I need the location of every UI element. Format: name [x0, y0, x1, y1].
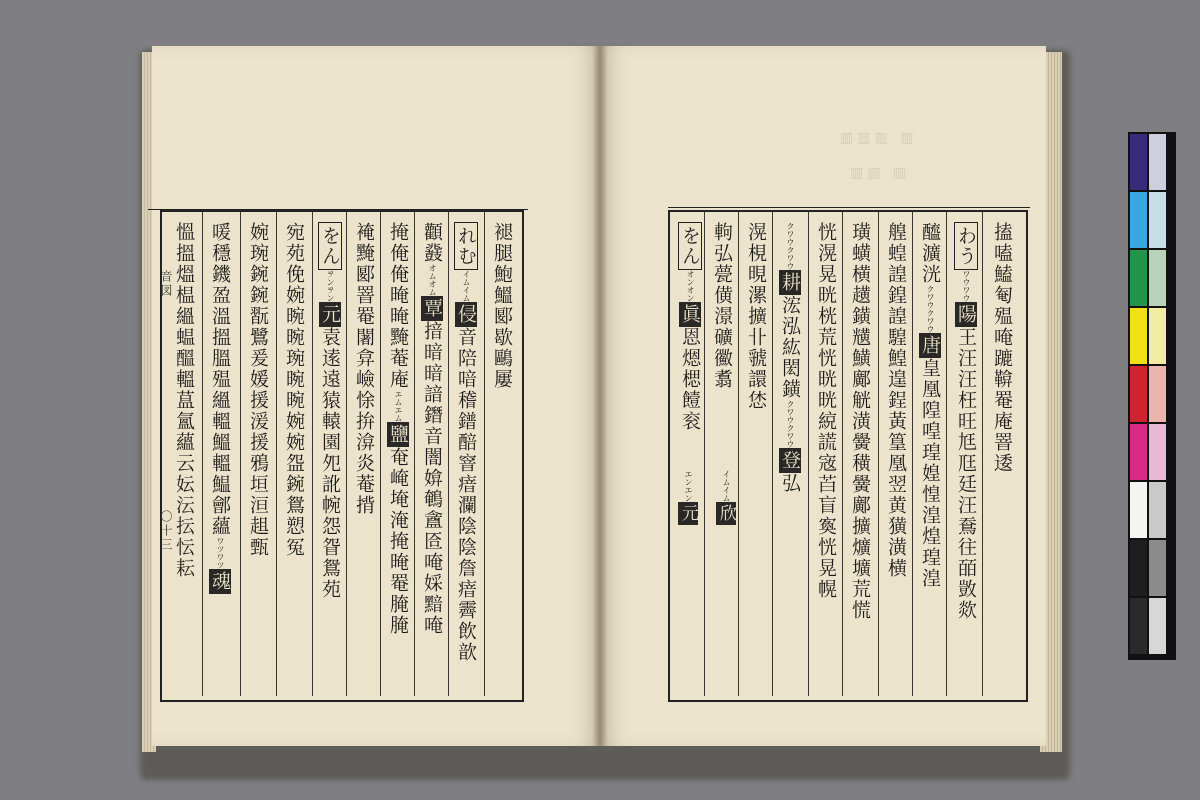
color-chip [1130, 424, 1147, 480]
text-column: れむイムイム侵音陪喑稽鐠醅窨瘖瀾陰陰詹瘖霽飲歆 [452, 222, 480, 663]
color-chip [1149, 192, 1166, 248]
rhyme-marker: 覃 [421, 298, 443, 319]
text-column [710, 470, 738, 525]
color-chip [1149, 250, 1166, 306]
rhyme-marker: 鹽 [387, 424, 409, 445]
color-chip [1149, 424, 1166, 480]
text-column: 璜蟥横趪鐄黋鱑鄺觥潢黌穔黌鄺擴爌壙荒慌 [849, 222, 871, 621]
bleed-through: ▥▥ ▥ [850, 165, 911, 181]
column-rule [704, 212, 705, 696]
column-rule [912, 212, 913, 696]
text-column: 搕嗑鰪匎殟唵蹗鞥罨庵罯逶 [991, 222, 1013, 474]
book-gutter [592, 46, 608, 746]
reading-gloss: イムイム [722, 470, 731, 502]
column-rule [842, 212, 843, 696]
text-column: 慍搵熅榅縕蝹醞轀蒀氳蘊云妘沄抎忶耘 [173, 222, 195, 579]
column-rule [414, 212, 415, 696]
margin-title: 音図 [159, 270, 173, 298]
color-chip [1149, 598, 1166, 654]
reading-gloss: エンエン [684, 470, 693, 502]
column-rule [484, 212, 485, 696]
text-column: をんヲンヲン元袁逺遠猿轅園夗訛帵怨眢鴛苑 [316, 222, 344, 600]
column-rule [946, 212, 947, 696]
text-column: 恍滉晃晄桄荒恍晄晄綂謊宼苩盲寏恍晃幌 [815, 222, 837, 600]
text-column: わうワウワウ陽王汪汪枉旺尪尫廷汪鴌往皕敳欻 [952, 222, 980, 621]
text-column [672, 470, 700, 525]
section-heading: をん [678, 222, 702, 270]
text-column: 醯瀇洸クワウクワウ唐皇凰隍喤瑝媓惶湟煌瑝湟 [919, 222, 941, 589]
column-rule [772, 212, 773, 696]
reading-gloss: オンオン [686, 270, 695, 302]
column-rule [738, 212, 739, 696]
rhyme-marker: 眞 [679, 304, 701, 325]
text-column: 喛穩鐖盈溫搵膃殟縕轀鰮轀鰛鄶蘊ワツワツ魂 [209, 222, 231, 592]
rhyme-marker: 耕 [779, 272, 801, 293]
reading-gloss: クワウクワウ [786, 400, 795, 448]
color-chip [1130, 308, 1147, 364]
color-chip [1130, 366, 1147, 422]
column-rule [240, 212, 241, 696]
color-chip [1130, 482, 1147, 538]
column-rule [346, 212, 347, 696]
column-rule [808, 212, 809, 696]
rhyme-marker: 陽 [955, 304, 977, 325]
color-chip [1130, 134, 1147, 190]
text-column: 顴鼗オムオム覃揞暗暗諳鐕音闇媕鵪盦匼唵婇黯唵 [421, 222, 443, 636]
reading-gloss: ワツワツ [216, 537, 225, 569]
rhyme-marker: 元 [678, 504, 698, 523]
rhyme-marker: 侵 [455, 304, 477, 325]
color-chip [1149, 540, 1166, 596]
color-chip [1130, 250, 1147, 306]
rhyme-marker: 唐 [919, 335, 941, 356]
text-column: 軥弘甍僙澋礦鰴翥 [711, 222, 733, 390]
text-column: クワウクワウ耕浤泓紘閎鐄クワウクワウ登弘 [779, 222, 801, 494]
text-column: 宛苑俛婉晼晼琬晼晼婉婉盌鋺鴛愬冤 [283, 222, 305, 558]
rhyme-marker: 魂 [209, 571, 231, 592]
reading-gloss: イムイム [462, 270, 471, 302]
color-chip [1149, 482, 1166, 538]
reading-gloss: オムオム [428, 264, 437, 296]
rhyme-marker: 登 [779, 450, 801, 471]
text-column: 裺黤郾罯罨闍弇嶮悇拚渰炎菴揹 [353, 222, 375, 516]
reading-gloss: クワウクワウ [786, 222, 795, 270]
text-column: 褪腿鮑鰮郾歇鷗屢 [491, 222, 513, 390]
bleed-through: ▥▥▥ ▥ [840, 130, 918, 146]
column-rule [312, 212, 313, 696]
column-rule [982, 212, 983, 696]
column-rule [878, 212, 879, 696]
color-chip [1130, 540, 1147, 596]
rhyme-marker: 欣 [716, 504, 736, 523]
text-column: 婉琬鋺鋺翫鷺爰媛援湲援鴉垣洹趄甄 [247, 222, 269, 558]
section-heading: れむ [454, 222, 478, 270]
column-rule [380, 212, 381, 696]
rhyme-marker: 元 [319, 304, 341, 325]
column-rule [448, 212, 449, 696]
column-rule [202, 212, 203, 696]
color-chip [1149, 308, 1166, 364]
column-rule [276, 212, 277, 696]
reading-gloss: クワウクワウ [926, 285, 935, 333]
text-column: 掩俺俺晻晻黤菴庵エムエム鹽奄崦埯淹掩晻罨腌腌 [387, 222, 409, 636]
page-number: 〇十三 [159, 510, 173, 552]
section-heading: わう [954, 222, 978, 270]
top-rule-right [668, 207, 1030, 208]
section-heading: をん [318, 222, 342, 270]
text-column: をんオンオン眞恩煾楒饐衮 [676, 222, 704, 432]
color-chip [1149, 366, 1166, 422]
reading-gloss: エムエム [394, 390, 403, 422]
text-column: 滉梘晛漯擴卝虢譞恷 [745, 222, 767, 411]
color-chip [1130, 192, 1147, 248]
color-chip [1149, 134, 1166, 190]
text-column: 艎蝗諻鍠諻騜鰉遑鋥黃篁凰翌黄獚潢横 [885, 222, 907, 579]
reading-gloss: ヲンヲン [326, 270, 335, 302]
reading-gloss: ワウワウ [962, 270, 971, 302]
color-chip [1130, 598, 1147, 654]
